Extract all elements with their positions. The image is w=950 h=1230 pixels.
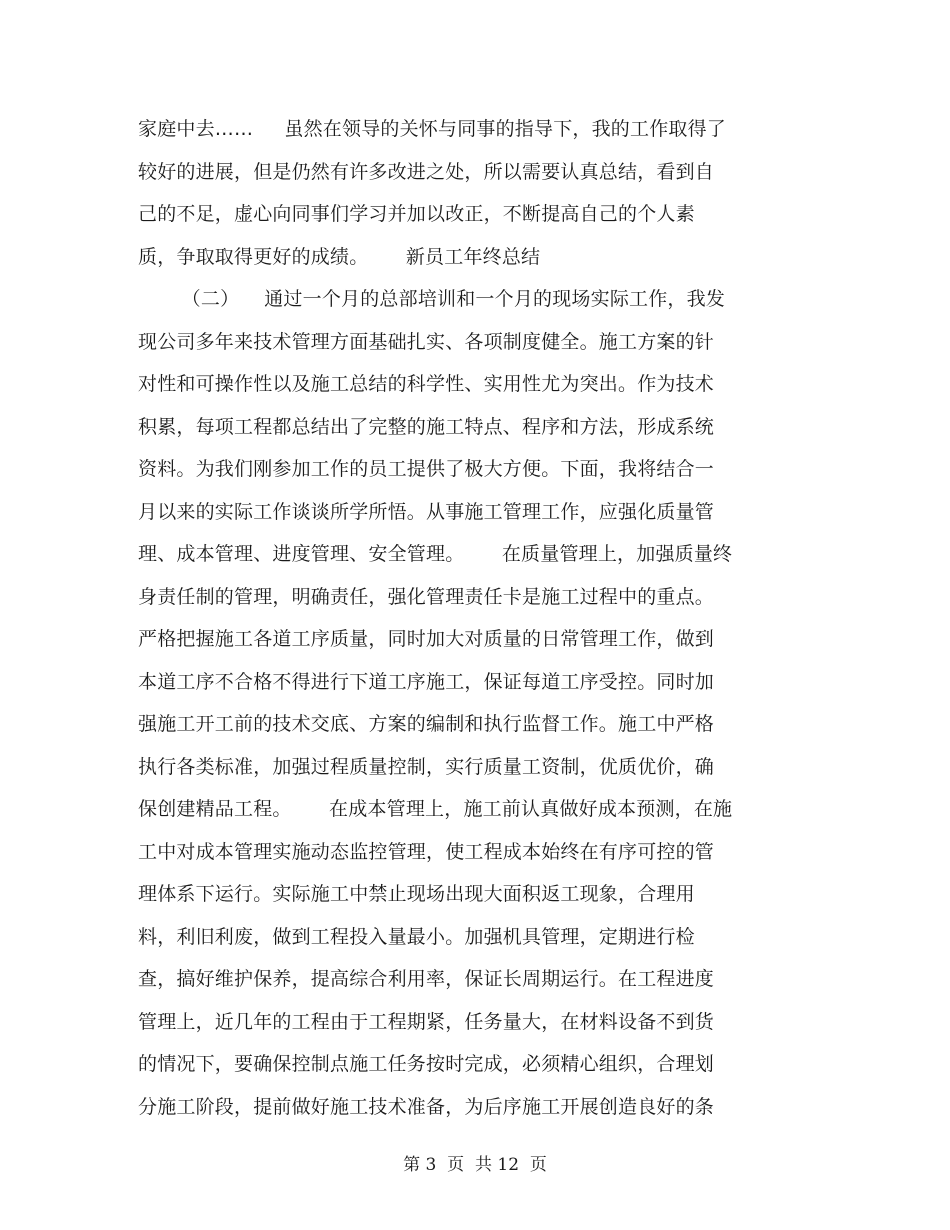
body-text <box>138 108 798 1128</box>
text-line: 管理上，近几年的工程由于工程期紧，任务量大，在材料设备不到货 <box>138 1010 715 1033</box>
text-line: 分施工阶段，提前做好施工技术准备，为后序施工开展创造良好的条 <box>138 1095 715 1118</box>
text-line: （二） 通过一个月的总部培训和一个月的现场实际工作，我发 <box>138 288 726 310</box>
text-line: 较好的进展，但是仍然有许多改进之处，所以需要认真总结，看到自 <box>138 160 715 183</box>
text-line: 强施工开工前的技术交底、方案的编制和执行监督工作。施工中严格 <box>138 713 715 735</box>
text-line: 家庭中去…… 虽然在领导的关怀与同事的指导下，我的工作取得了 <box>138 118 726 140</box>
text-line: 保创建精品工程。 在成本管理上，施工前认真做好成本预测，在施 <box>138 798 733 820</box>
text-line: 现公司多年来技术管理方面基础扎实、各项制度健全。施工方案的针 <box>138 330 715 353</box>
text-line: 本道工序不合格不得进行下道工序施工，保证每道工序受控。同时加 <box>138 670 715 693</box>
text-line: 料，利旧利废，做到工程投入量最小。加强机具管理，定期进行检 <box>138 925 695 948</box>
text-line: 月以来的实际工作谈谈所学所悟。从事施工管理工作，应强化质量管 <box>138 500 715 523</box>
text-line: 质，争取取得更好的成绩。 新员工年终总结 <box>138 245 541 268</box>
text-line: 对性和可操作性以及施工总结的科学性、实用性尤为突出。作为技术 <box>138 373 715 395</box>
text-line: 理体系下运行。实际施工中禁止现场出现大面积返工现象，合理用 <box>138 883 695 905</box>
text-line: 己的不足，虚心向同事们学习并加以改正，不断提高自己的个人素 <box>138 203 695 225</box>
page-number-footer: 第 3 页 共 12 页 <box>403 1155 547 1175</box>
text-line: 积累，每项工程都总结出了完整的施工特点、程序和方法，形成系统 <box>138 415 715 438</box>
text-line: 查，搞好维护保养，提高综合利用率，保证长周期运行。在工程进度 <box>138 968 715 990</box>
text-line: 身责任制的管理，明确责任，强化管理责任卡是施工过程中的重点。 <box>138 585 715 608</box>
text-line: 工中对成本管理实施动态监控管理，使工程成本始终在有序可控的管 <box>138 840 715 863</box>
text-line: 理、成本管理、进度管理、安全管理。 在质量管理上，加强质量终 <box>138 543 733 565</box>
text-line: 资料。为我们刚参加工作的员工提供了极大方便。下面，我将结合一 <box>138 458 715 480</box>
text-line: 执行各类标准，加强过程质量控制，实行质量工资制，优质优价，确 <box>138 755 715 778</box>
text-line: 严格把握施工各道工序质量，同时加大对质量的日常管理工作，做到 <box>138 628 715 650</box>
text-line: 的情况下，要确保控制点施工任务按时完成，必须精心组织，合理划 <box>138 1053 715 1075</box>
